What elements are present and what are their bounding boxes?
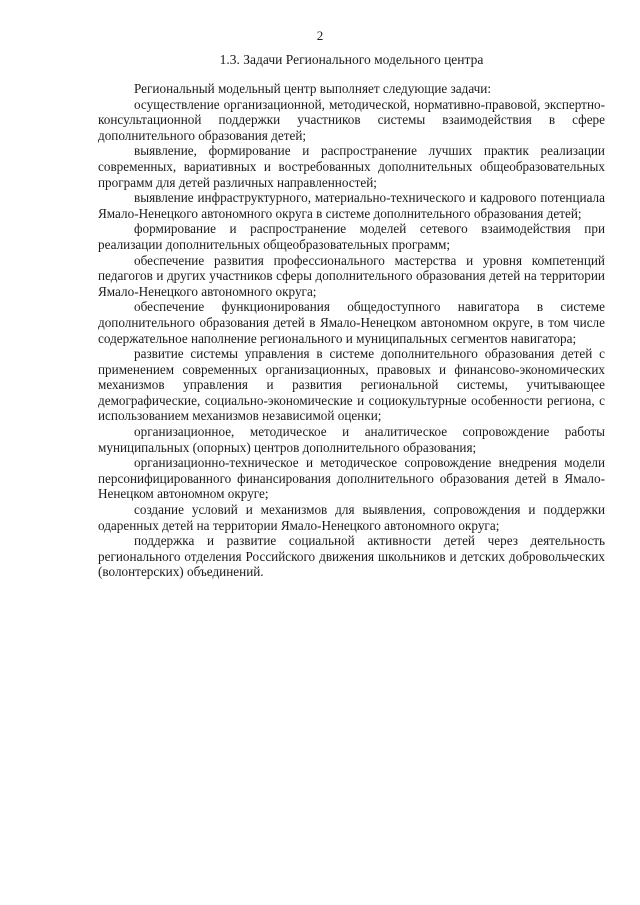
task-paragraph: развитие системы управления в системе дополнительного образования детей с применением современных организационных, правовых и финансово-экономических механизмов управления и развития региональной системы, учитывающее демографические, социально-экономические и социокультурные особенности региона, с использованием механизмов независимой оценки; (98, 346, 605, 424)
section-heading: 1.3. Задачи Регионального модельного центра (219, 52, 484, 67)
task-paragraph: выявление, формирование и распространение лучших практик реализации современных, вариативных и востребованных дополнительных общеобразовательных программ для детей различных направленностей; (98, 143, 605, 190)
task-paragraph: создание условий и механизмов для выявления, сопровождения и поддержки одаренных детей на территории Ямало-Ненецкого автономного округа; (98, 502, 605, 533)
intro-paragraph: Региональный модельный центр выполняет следующие задачи: (134, 81, 492, 96)
task-paragraph: формирование и распространение моделей сетевого взаимодействия при реализации дополнительных общеобразовательных программ; (98, 221, 605, 252)
task-paragraph: выявление инфраструктурного, материально-технического и кадрового потенциала Ямало-Ненецкого автономного округа в системе дополнительного образования детей; (98, 190, 605, 221)
section-body (98, 81, 605, 580)
task-paragraph: обеспечение развития профессионального мастерства и уровня компетенций педагогов и других участников сферы дополнительного образования детей на территории Ямало-Ненецкого автономного округа; (98, 252, 605, 299)
task-paragraph: организационно-техническое и методическое сопровождение внедрения модели персонифицированного финансирования дополнительного образования детей в Ямало-Ненецком автономном округе; (98, 455, 605, 502)
page-number: 2 (316, 28, 324, 43)
task-paragraph: организационное, методическое и аналитическое сопровождение работы муниципальных (опорных) центров дополнительного образования; (98, 424, 605, 455)
task-paragraph: осуществление организационной, методической, нормативно-правовой, экспертно-консультационной поддержки участников системы взаимодействия в сфере дополнительного образования детей; (98, 96, 605, 143)
task-paragraph: обеспечение функционирования общедоступного навигатора в системе дополнительного образования детей в Ямало-Ненецком автономном округе, в том числе содержательное наполнение регионального и муниципальных сегментов навигатора; (98, 299, 605, 346)
task-paragraph: поддержка и развитие социальной активности детей через деятельность регионального отделения Российского движения школьников и детских добровольческих (волонтерских) объединений. (98, 533, 605, 580)
